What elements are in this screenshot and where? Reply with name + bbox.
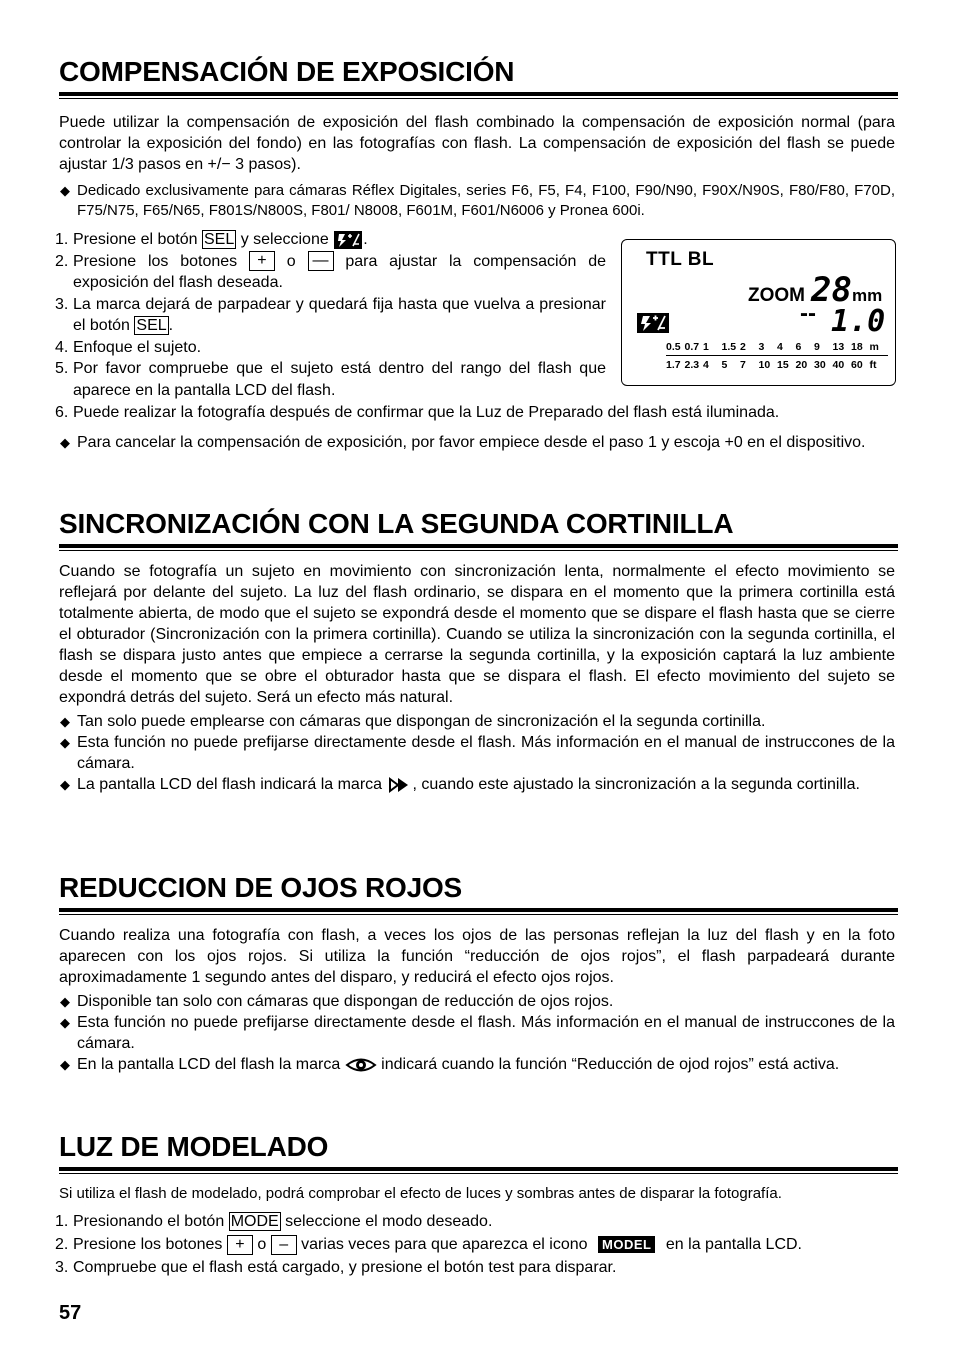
bullet-1: ◆ Tan solo puede emplearse con cámaras que dispongan de sincronización el la segunda cortinilla.: [59, 711, 895, 732]
title-rule: [59, 92, 898, 99]
step-2: 2. Presione los botones + o — para ajustar la compensación de exposición del flash deseada.: [55, 252, 606, 291]
section-modeling-light: [59, 1131, 898, 1174]
lcd-scale-label: 10: [758, 359, 771, 371]
lcd-scale-label: ft: [869, 359, 877, 371]
lcd-scale-label: 9: [814, 341, 820, 353]
lcd-scale-label: 0.7: [684, 341, 700, 353]
lcd-scale-label: 3: [758, 341, 765, 353]
lcd-scale-label: 7: [740, 359, 746, 371]
intro-paragraph: Puede utilizar la compensación de exposición del flash combinado la compensación de exposición normal (para controlar la exposición del fondo) en las fotografías con flash. La compensación de exposición del flash se puede ajustar 1/3 pasos en +/− 3 pasos).: [59, 114, 895, 173]
bullet-cancel: ◆ Para cancelar la compensación de exposición, por favor empiece desde el paso 1 y escoja +0 en el dispositivo.: [59, 432, 895, 453]
section1-body: [59, 112, 895, 221]
step-6: 6. Puede realizar la fotografía después de confirmar que la Luz de Preparado del flash está iluminada.: [55, 404, 780, 421]
title-rule: [59, 544, 898, 551]
section-title: LUZ DE MODELADO: [59, 1131, 329, 1162]
flash-compensation-icon: [333, 230, 363, 250]
lcd-scale-label: 4: [703, 359, 709, 371]
intro-paragraph: Cuando realiza una fotografía con flash, a veces los ojos de las personas reflejan la luz del flash y en la foto aparecen con los ojos rojos. Si utiliza la función “reducción de ojos rojos”, el flash parpadeará durante aproximadamente 1 segundo antes del disparo, y reducirá el efecto ojos rojos.: [59, 927, 895, 986]
step-2: 2. Presione los botones + o – varias veces para que aparezca el icono MODEL en la pantalla LCD.: [55, 1235, 802, 1253]
lcd-scale-label: 1: [703, 341, 709, 353]
lcd-zoom-unit: mm: [852, 286, 883, 305]
lcd-scale-label: 60: [851, 359, 863, 371]
lcd-flash-compensation-icon: [636, 312, 670, 334]
lcd-comp-value: 1.0: [831, 304, 886, 339]
lcd-scale-label: 1.7: [666, 359, 681, 371]
lcd-scale-label: 13: [832, 341, 845, 353]
intro-paragraph: Si utiliza el flash de modelado, podrá comprobar el efecto de luces y sombras antes de disparar la fotografía.: [59, 1185, 782, 1202]
section-exposure-compensation: [59, 56, 898, 99]
rear-curtain-sync-icon: [387, 776, 413, 794]
lcd-scale-label: 40: [832, 359, 845, 371]
mode-button: MODE: [230, 1213, 279, 1230]
step-1: 1. Presionando el botón MODE seleccione el modo deseado.: [55, 1213, 493, 1230]
lcd-scale-label: 30: [814, 359, 826, 371]
lcd-scale-label: 1.5: [721, 341, 737, 353]
lcd-comp-sign: --: [800, 300, 816, 327]
lcd-mode: TTL BL: [646, 249, 715, 270]
lcd-range-scale: [666, 341, 888, 373]
lcd-scale-label: 15: [777, 359, 789, 371]
bullet-1: ◆ Disponible tan solo con cámaras que dispongan de reducción de ojos rojos.: [59, 991, 895, 1012]
section-title: COMPENSACIÓN DE EXPOSICIÓN: [59, 56, 515, 87]
lcd-scale-label: 2.3: [684, 359, 700, 371]
section-title: SINCRONIZACIÓN CON LA SEGUNDA CORTINILLA: [59, 508, 734, 539]
step-6-block: [55, 402, 895, 453]
bullet-2: ◆ Esta función no puede prefijarse directamente desde el flash. Más información en el manual de instruccones de la cámara.: [59, 1012, 895, 1054]
page-number: 57: [59, 1302, 82, 1324]
lcd-scale-label: m: [869, 341, 879, 353]
section-title: REDUCCION DE OJOS ROJOS: [59, 872, 463, 903]
lcd-scale-label: 0.5: [666, 341, 681, 353]
section-red-eye-reduction: [59, 872, 898, 915]
minus-button: —: [308, 251, 334, 271]
title-rule: [59, 908, 898, 915]
lcd-scale-label: 5: [721, 359, 728, 371]
sel-button: SEL: [136, 317, 167, 334]
lcd-display: [621, 239, 896, 386]
section2-body: [59, 561, 895, 795]
section3-body: [59, 925, 895, 1075]
sel-button: SEL: [203, 231, 235, 248]
lcd-scale-label: 18: [851, 341, 863, 353]
step-3: 3. Compruebe que el flash está cargado, y presione el botón test para disparar.: [55, 1259, 617, 1276]
lcd-scale-label: 6: [795, 341, 802, 353]
bullet-cameras: ◆ Dedicado exclusivamente para cámaras Réflex Digitales, series F6, F5, F4, F100, F90/N90, F90X/N90S, F80/F80, F70D, F75/N75, F65/N65, F801S/N800S, F801/ N8008, F601M, F601/N6006 y Pronea 600i.: [59, 181, 895, 221]
red-eye-icon: [345, 1056, 377, 1074]
title-rule: [59, 1167, 898, 1174]
bullet-3: ◆ En la pantalla LCD del flash la marca indicará cuando la función “Reducción de ojod rojos” está activa.: [59, 1054, 895, 1075]
lcd-meter-scale: [666, 341, 888, 356]
section4-body: [55, 1184, 895, 1279]
lcd-zoom-value: 28: [811, 270, 852, 310]
intro-paragraph: Cuando se fotografía un sujeto en movimiento con sincronización lenta, normalmente el efecto movimiento se reflejará por delante del sujeto. La luz del flash ordinario, se dispara en el momento que la primera cortinilla está totalmente abierta, de modo que el sujeto se expondrá desde el momento que se dispare el flash hasta que se cierre el obturador (Sincronización con la primera cortinilla). Cuando se utiliza la sincronización con la segunda cortinilla, el flash se dispara justo antes que empiece a cerrarse la segunda cortinilla, y la exposición captará la luz ambiente desde el momento que se obre el obturador hasta que se dispara el flash. El efecto movimiento del sujeto se expondrá detrás del sujeto. Será un efecto más natural.: [59, 563, 895, 706]
steps-list-1: [55, 229, 606, 401]
bullet-3: ◆ La pantalla LCD del flash indicará la marca , cuando este ajustado la sincronización a la segunda cortinilla.: [59, 774, 895, 795]
lcd-scale-label: 2: [740, 341, 746, 353]
section-second-curtain-sync: [59, 508, 898, 551]
step-4: 4. Enfoque el sujeto.: [55, 338, 202, 356]
step-5: 5. Por favor compruebe que el sujeto está dentro del rango del flash que aparece en la pantalla LCD del flash.: [55, 360, 606, 399]
model-icon: MODEL: [598, 1236, 655, 1253]
lcd-scale-label: 20: [795, 359, 808, 371]
lcd-zoom-label: ZOOM: [748, 285, 805, 306]
plus-button: +: [227, 1235, 253, 1255]
step-3: 3. La marca dejará de parpadear y quedará fija hasta que vuelva a presionar el botón SEL .: [55, 295, 606, 334]
step-1: 1. Presione el botón SEL y seleccione .: [55, 231, 368, 248]
plus-button: +: [249, 251, 275, 271]
lcd-feet-scale: [666, 359, 888, 373]
bullet-2: ◆ Esta función no puede prefijarse directamente desde el flash. Más información en el manual de instruccones de la cámara.: [59, 732, 895, 774]
lcd-scale-label: 4: [777, 341, 783, 353]
minus-button: –: [271, 1235, 297, 1255]
